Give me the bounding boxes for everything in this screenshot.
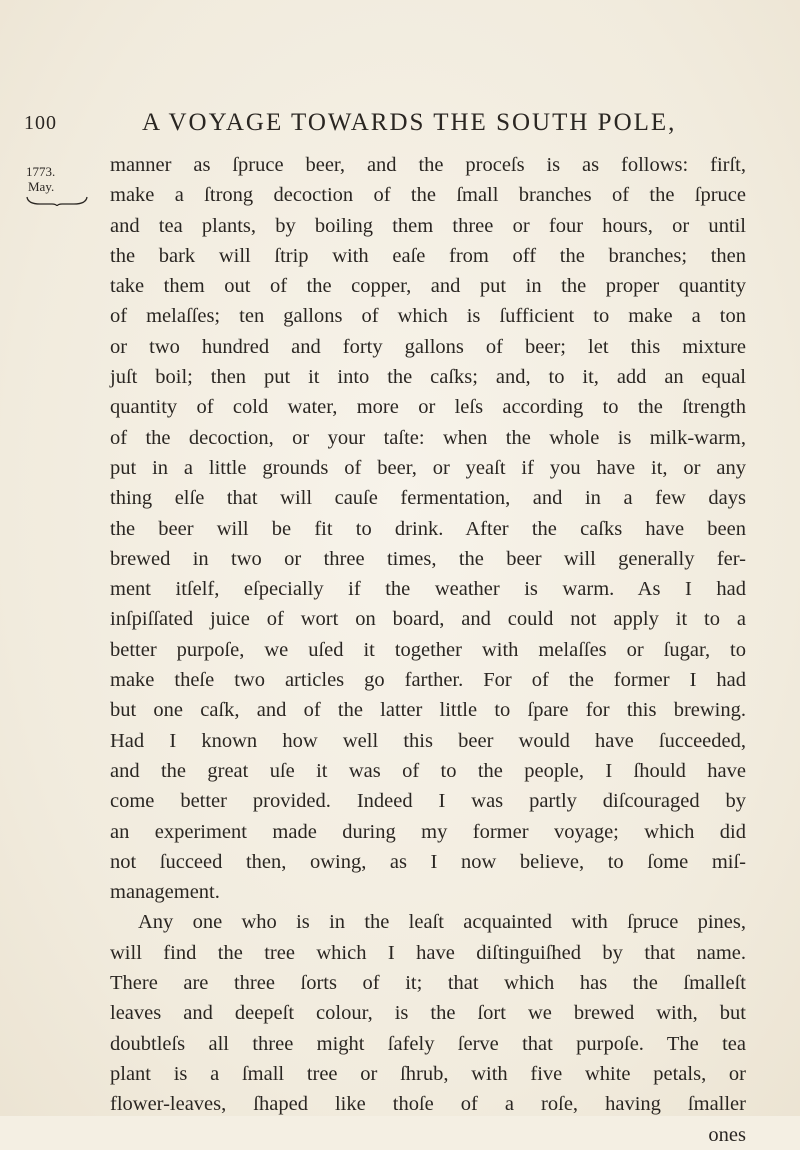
text-line: not ſucceed then, owing, as I now believe, to ſome miſ- — [110, 850, 746, 873]
catchword: ones — [708, 1123, 746, 1146]
text-line: doubtleſs all three might ſafely ſerve that purpoſe. The tea — [110, 1032, 746, 1055]
text-line: and tea plants, by boiling them three or four hours, or until — [110, 214, 746, 237]
text-line: quantity of cold water, more or leſs according to the ſtrength — [110, 396, 746, 419]
text-line: of melaſſes; ten gallons of which is ſufficient to make a ton — [110, 305, 746, 328]
text-line: flower-leaves, ſhaped like thoſe of a roſe, having ſmaller — [110, 1093, 746, 1116]
text-line: take them out of the copper, and put in the proper quantity — [110, 275, 746, 298]
text-line: There are three ſorts of it; that which has the ſmalleſt — [110, 972, 746, 995]
page-number: 100 — [24, 112, 57, 134]
margin-date-note — [26, 164, 96, 206]
text-line: plant is a ſmall tree or ſhrub, with five white petals, or — [110, 1062, 746, 1085]
margin-month: May. — [28, 179, 55, 194]
text-line: but one caſk, and of the latter little to ſpare for this brewing. — [110, 699, 746, 722]
text-line: will find the tree which I have diſtinguiſhed by that name. — [110, 941, 746, 964]
text-line: the beer will be fit to drink. After the caſks have been — [110, 517, 746, 540]
text-line: manner as ſpruce beer, and the proceſs is as follows: firſt, — [110, 154, 746, 176]
running-head: A VOYAGE TOWARDS THE SOUTH POLE, — [142, 109, 677, 136]
text-line: Any one who is in the leaſt acquainted with ſpruce pines, — [138, 911, 746, 934]
margin-year: 1773. — [26, 164, 56, 179]
text-line: and the great uſe it was of to the people, I ſhould have — [110, 759, 746, 782]
text-line: inſpiſſated juice of wort on board, and could not apply it to a — [110, 608, 746, 631]
margin-brace-icon — [26, 196, 88, 206]
text-line: put in a little grounds of beer, or yeaſt if you have it, or any — [110, 456, 746, 479]
text-line: leaves and deepeſt colour, is the ſort we brewed with, but — [110, 1002, 746, 1025]
text-line: come better provided. Indeed I was partly diſcouraged by — [110, 790, 746, 813]
text-line: brewed in two or three times, the beer will generally fer- — [110, 547, 746, 570]
text-line: the bark will ſtrip with eaſe from off the branches; then — [110, 244, 746, 267]
text-line: Had I known how well this beer would have ſucceeded, — [110, 729, 746, 752]
text-line: of the decoction, or your taſte: when the whole is milk-warm, — [110, 426, 746, 449]
text-line: make a ſtrong decoction of the ſmall branches of the ſpruce — [110, 184, 746, 207]
text-line: better purpoſe, we uſed it together with melaſſes or ſugar, to — [110, 638, 746, 661]
text-line: make theſe two articles go farther. For of the former I had — [110, 669, 746, 692]
text-line: or two hundred and forty gallons of beer; let this mixture — [110, 335, 746, 358]
text-line: thing elſe that will cauſe fermentation, and in a few days — [110, 487, 746, 510]
text-line: juſt boil; then put it into the caſks; and, to it, add an equal — [110, 366, 746, 389]
text-line: management. — [110, 881, 220, 904]
text-line: ment itſelf, eſpecially if the weather is warm. As I had — [110, 578, 746, 601]
body-text — [110, 150, 746, 1150]
text-line: an experiment made during my former voyage; which did — [110, 820, 746, 843]
